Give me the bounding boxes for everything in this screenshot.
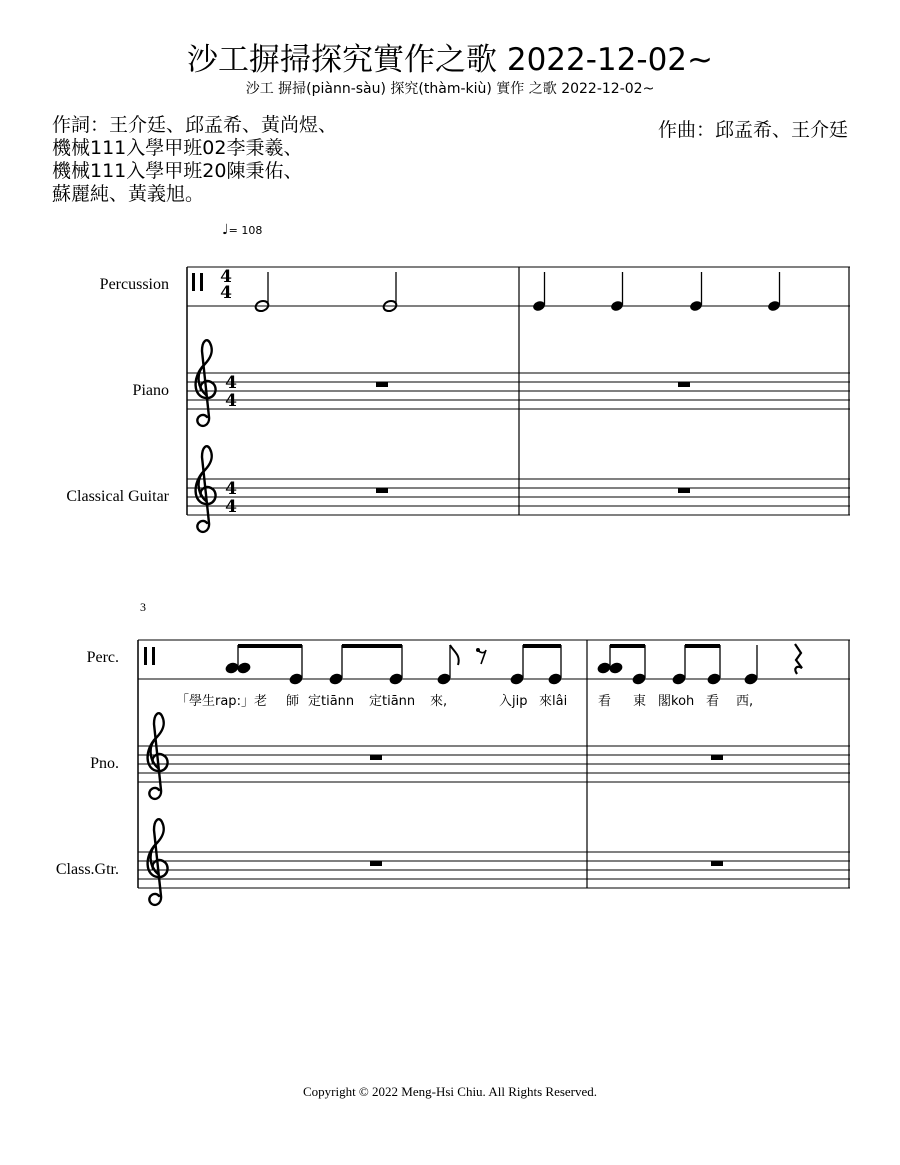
svg-text:4: 4 — [225, 479, 237, 499]
percussion-clef-icon — [144, 647, 147, 665]
whole-rest — [678, 382, 690, 387]
lyric-syllable: 師 — [286, 694, 300, 709]
quarter-note — [689, 272, 703, 312]
lyricist-line-3: 機械111入學甲班20陳秉佑、 — [52, 160, 303, 182]
quarter-note — [532, 272, 546, 312]
part-label-perc: Perc. — [86, 649, 119, 666]
system-2 — [138, 640, 850, 905]
system-1 — [187, 267, 850, 532]
half-note — [382, 272, 397, 313]
lyric-syllable: 「學生rap:」老 — [176, 694, 267, 709]
lyric-syllable: 來lâi — [539, 694, 568, 709]
quarter-note — [610, 272, 624, 312]
part-label-classical-guitar: Classical Guitar — [66, 488, 169, 505]
lyric-syllable: 入jip — [499, 694, 528, 709]
part-label-pno: Pno. — [90, 755, 119, 772]
whole-rest — [370, 755, 382, 760]
copyright-notice: Copyright © 2022 Meng-Hsi Chiu. All Rights Reserved. — [302, 1084, 598, 1099]
percussion-clef-icon — [192, 273, 195, 291]
guitar-staff — [138, 819, 850, 905]
quarter-note-icon: ♩ — [222, 222, 229, 238]
lyrics — [176, 693, 753, 709]
part-label-percussion: Percussion — [99, 276, 169, 293]
whole-rest — [711, 755, 723, 760]
lyric-syllable: 來, — [430, 694, 448, 709]
svg-text:4: 4 — [225, 391, 237, 411]
composer-credit: 作曲：邱孟希、王介廷 — [657, 119, 848, 141]
half-note — [254, 272, 269, 313]
lyric-syllable: 看 — [598, 694, 612, 709]
whole-rest — [711, 861, 723, 866]
piano-staff — [138, 713, 850, 799]
lyricist-line-4: 蘇麗純、黃義旭。 — [52, 183, 205, 205]
svg-text:4: 4 — [220, 267, 232, 287]
lyric-syllable: 閣koh — [658, 694, 695, 709]
score-title: 沙工摒掃探究實作之歌 2022-12-02~ — [187, 42, 713, 78]
quarter-note — [767, 272, 781, 312]
lyric-syllable: 定tiānn — [369, 694, 416, 709]
svg-text:4: 4 — [220, 283, 232, 303]
svg-text:4: 4 — [225, 373, 237, 393]
part-label-class-gtr: Class.Gtr. — [55, 861, 119, 878]
lyric-syllable: 西, — [736, 694, 754, 709]
treble-clef-icon — [196, 446, 216, 532]
svg-text:4: 4 — [225, 497, 237, 517]
tempo-value: = 108 — [228, 224, 263, 237]
quarter-rest — [795, 644, 802, 674]
lyric-syllable: 看 — [706, 694, 720, 709]
lyricist-line-2: 機械111入學甲班02李秉羲、 — [52, 137, 303, 159]
whole-rest — [376, 382, 388, 387]
treble-clef-icon — [148, 713, 168, 799]
treble-clef-icon — [196, 340, 216, 426]
whole-rest — [376, 488, 388, 493]
measure-number: 3 — [140, 600, 146, 614]
whole-rest — [678, 488, 690, 493]
lyric-syllable: 定tiānn — [308, 694, 355, 709]
lyric-syllable: 東 — [633, 694, 647, 709]
treble-clef-icon — [148, 819, 168, 905]
score-subtitle: 沙工 摒掃(piànn-sàu) 探究(thàm-kiù) 實作 之歌 2022-12-02~ — [245, 81, 655, 97]
part-label-piano: Piano — [132, 382, 169, 399]
whole-rest — [370, 861, 382, 866]
lyricist-line-1: 作詞：王介廷、邱孟希、黃尚煜、 — [52, 114, 338, 136]
